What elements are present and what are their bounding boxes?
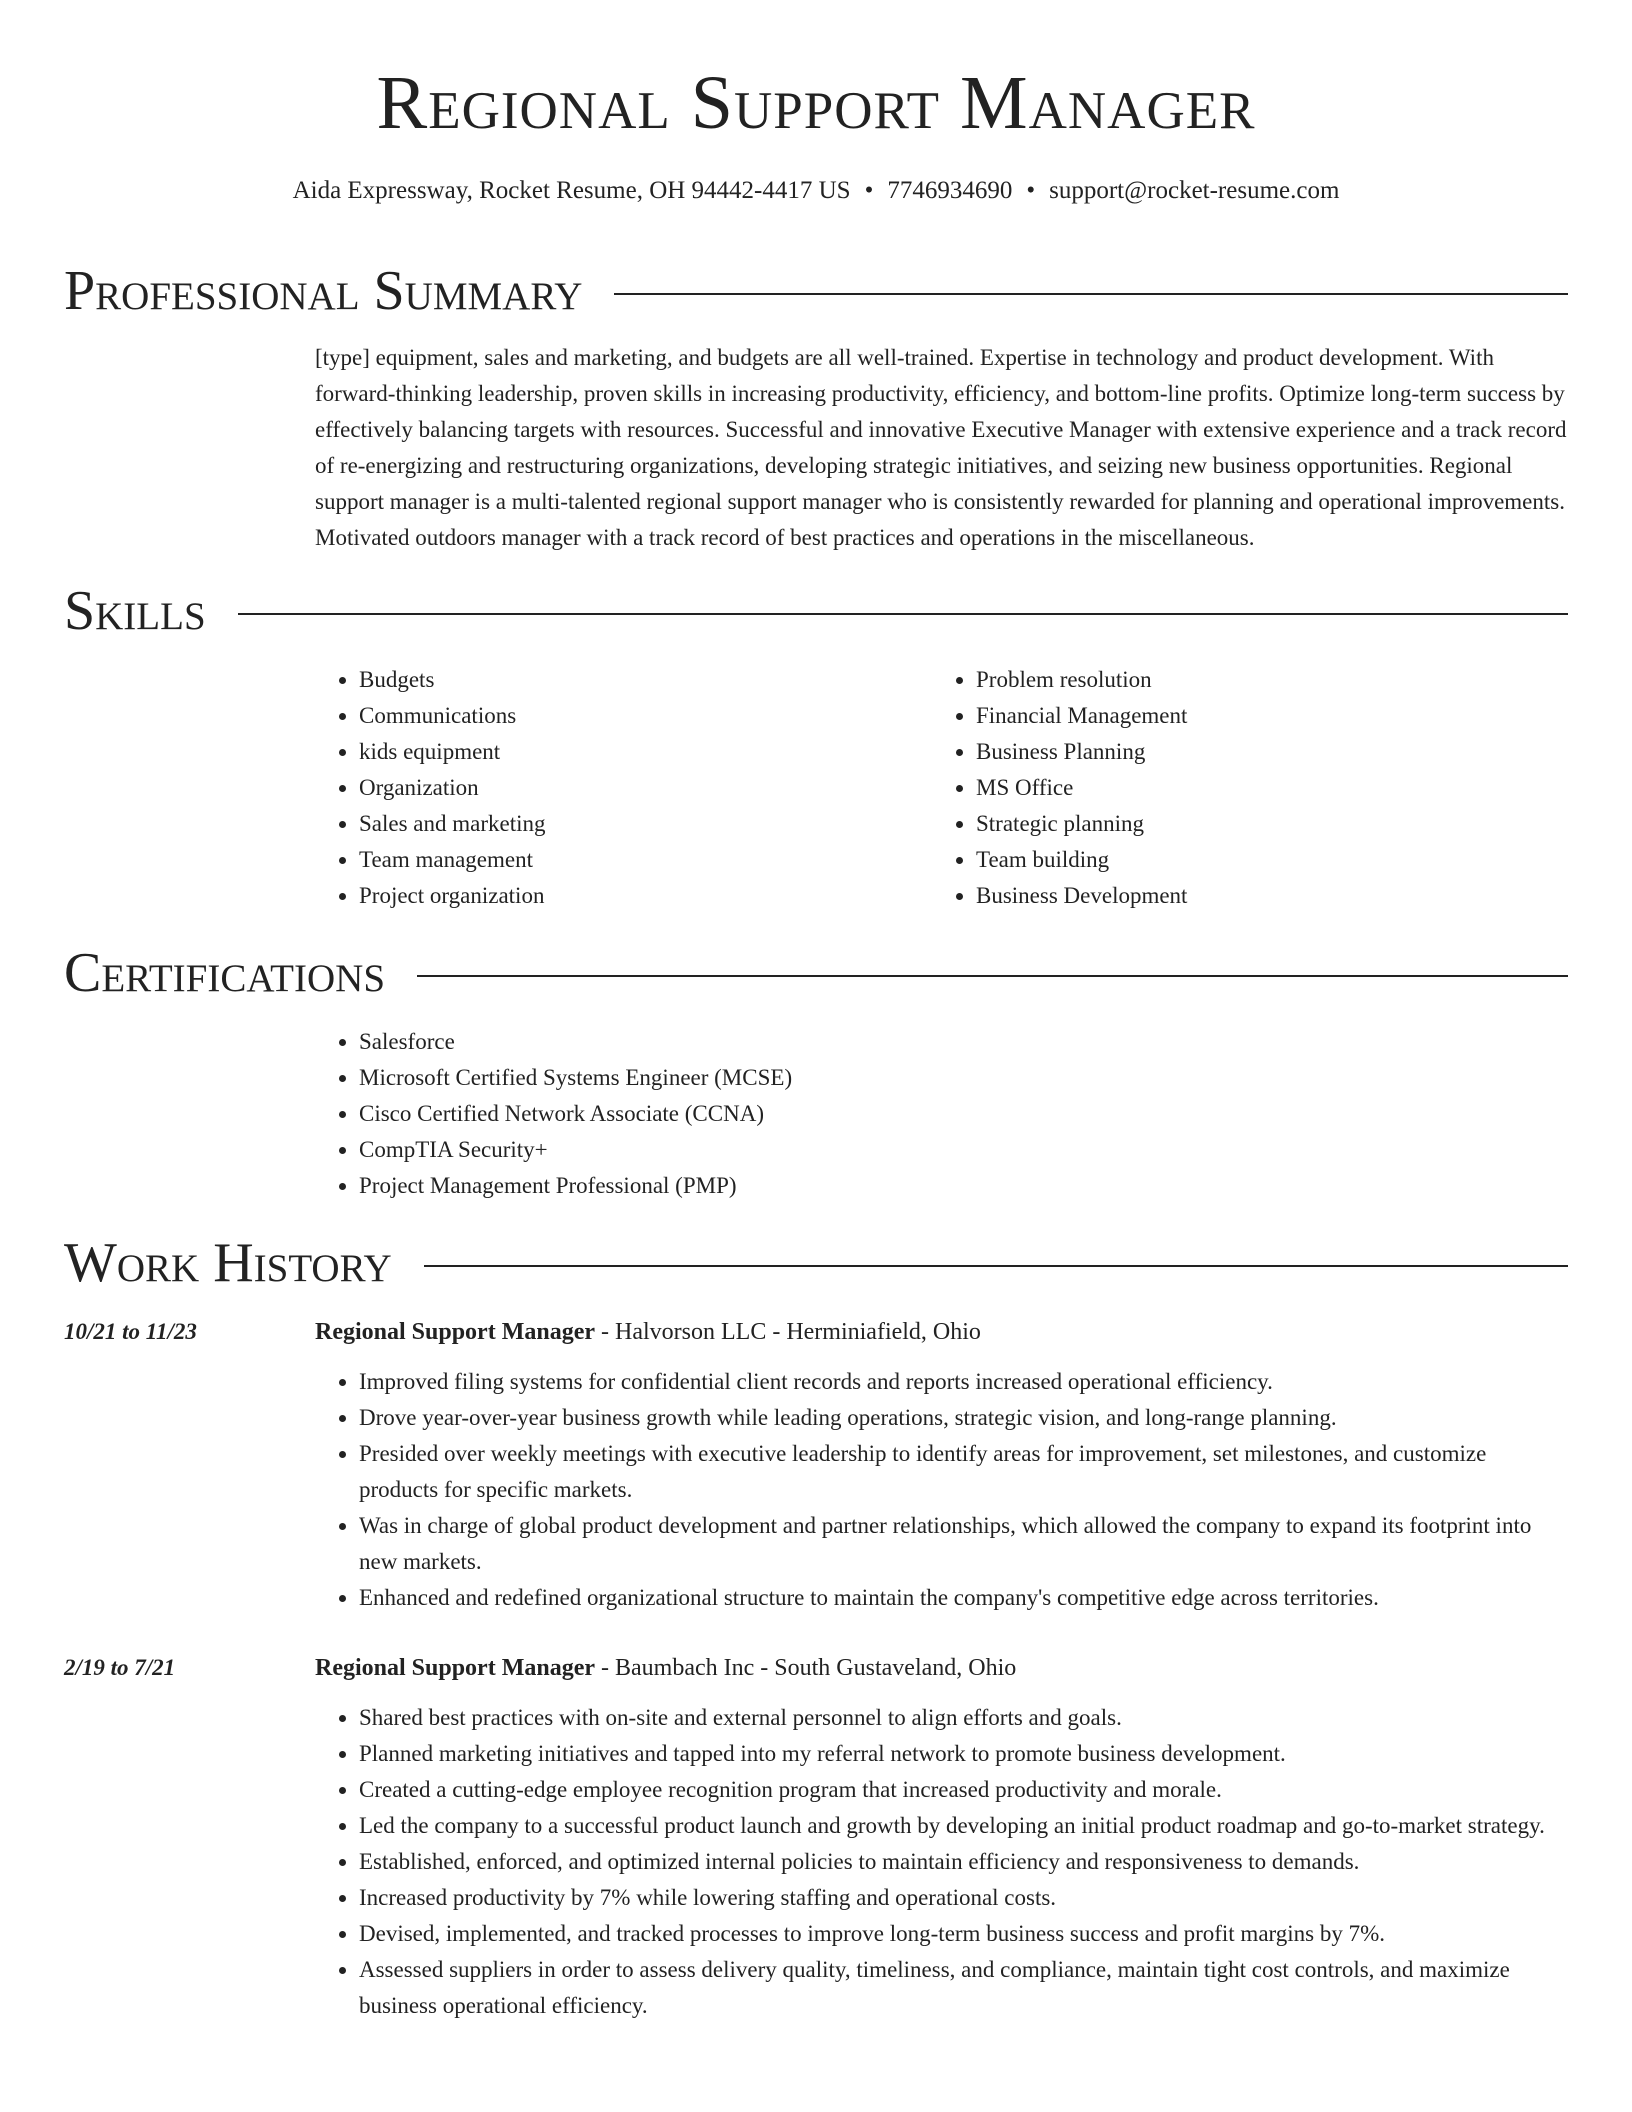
list-item: • Communications	[359, 698, 932, 734]
resume-name: Regional Support Manager	[376, 61, 1256, 145]
work-history-title: Work History	[64, 1232, 392, 1294]
skills-list-left	[315, 662, 932, 914]
skills-heading	[64, 576, 1568, 646]
list-item: • Budgets	[359, 662, 932, 698]
list-item: • MS Office	[976, 770, 1549, 806]
job-header	[64, 1314, 1568, 1350]
job-dates: 2/19 to 7/21	[64, 1655, 176, 1680]
list-item: • Enhanced and redefined organizational structure to maintain the company's competitive edge across territories.	[359, 1580, 1568, 1616]
job-bullets	[315, 1700, 1568, 2024]
list-item: • Team building	[976, 842, 1549, 878]
job-company: - Baumbach Inc - South Gustaveland, Ohio	[595, 1655, 1017, 1681]
list-item: • Led the company to a successful product launch and growth by developing an initial product roadmap and go-to-market strategy.	[359, 1808, 1568, 1844]
job-bullets	[315, 1364, 1568, 1616]
list-item: • Team management	[359, 842, 932, 878]
job-title: Regional Support Manager	[315, 1319, 596, 1345]
list-item: • Sales and marketing	[359, 806, 932, 842]
job-title-line	[315, 1314, 981, 1350]
list-item: • Business Development	[976, 878, 1549, 914]
section-divider	[614, 293, 1568, 295]
list-item: • Devised, implemented, and tracked processes to improve long-term business success and profit margins by 7%.	[359, 1916, 1568, 1952]
job-company: - Halvorson LLC - Herminiafield, Ohio	[595, 1319, 981, 1345]
list-item: • Salesforce	[359, 1024, 1568, 1060]
contact-separator: •	[1026, 177, 1036, 204]
certifications-list	[315, 1024, 1568, 1204]
skills-list-right	[932, 662, 1549, 914]
contact-phone: 7746934690	[887, 177, 1013, 204]
job-title-line	[315, 1650, 1016, 1686]
list-item: • Microsoft Certified Systems Engineer (MCSE)	[359, 1060, 1568, 1096]
list-item: • Established, enforced, and optimized internal policies to maintain efficiency and responsiveness to demands.	[359, 1844, 1568, 1880]
list-item: • Business Planning	[976, 734, 1549, 770]
list-item: • CompTIA Security+	[359, 1132, 1568, 1168]
summary-heading	[64, 256, 1568, 326]
skills-title: Skills	[64, 580, 206, 642]
list-item: • Project organization	[359, 878, 932, 914]
list-item: • kids equipment	[359, 734, 932, 770]
summary-section	[64, 256, 1568, 556]
job-entry	[64, 1314, 1568, 1616]
list-item: • Cisco Certified Network Associate (CCNA)	[359, 1096, 1568, 1132]
list-item: • Financial Management	[976, 698, 1549, 734]
job-title: Regional Support Manager	[315, 1655, 596, 1681]
list-item: • Was in charge of global product development and partner relationships, which allowed the company to expand its footprint into new markets.	[359, 1508, 1568, 1580]
contact-email: support@rocket-resume.com	[1049, 177, 1340, 204]
list-item: • Drove year-over-year business growth while leading operations, strategic vision, and long-range planning.	[359, 1400, 1568, 1436]
section-divider	[417, 975, 1568, 977]
certifications-title: Certifications	[64, 942, 386, 1004]
list-item: • Improved filing systems for confidential client records and reports increased operational efficiency.	[359, 1364, 1568, 1400]
list-item: • Created a cutting-edge employee recognition program that increased productivity and morale.	[359, 1772, 1568, 1808]
job-header	[64, 1650, 1568, 1686]
list-item: • Project Management Professional (PMP)	[359, 1168, 1568, 1204]
list-item: • Organization	[359, 770, 932, 806]
list-item: • Problem resolution	[976, 662, 1549, 698]
job-entry	[64, 1650, 1568, 2024]
list-item: • Assessed suppliers in order to assess delivery quality, timeliness, and compliance, maintain tight cost controls, and maximize business operational efficiency.	[359, 1952, 1568, 2024]
work-history-heading	[64, 1228, 1568, 1298]
skills-section	[64, 576, 1568, 914]
summary-text: [type] equipment, sales and marketing, and budgets are all well-trained. Expertise in technology and product development. With forward-thinking leadership, proven skills in increasing productivity, efficiency, and bottom-line profits. Optimize long-term success by effectively balancing targets with resources. Successful and innovative Executive Manager with extensive experience and a track record of re-energizing and restructuring organizations, developing strategic initiatives, and seizing new business opportunities. Regional support manager is a multi-talented regional support manager who is consistently rewarded for planning and operational improvements. Motivated outdoors manager with a track record of best practices and operations in the miscellaneous.	[315, 345, 1567, 550]
list-item: • Strategic planning	[976, 806, 1549, 842]
contact-address: Aida Expressway, Rocket Resume, OH 94442-4417 US	[292, 177, 851, 204]
section-divider	[424, 1265, 1568, 1267]
work-history-section	[64, 1228, 1568, 2024]
summary-title: Professional Summary	[64, 260, 583, 322]
list-item: • Increased productivity by 7% while lowering staffing and operational costs.	[359, 1880, 1568, 1916]
contact-separator: •	[864, 177, 874, 204]
resume-page	[64, 0, 1568, 2024]
certifications-heading	[64, 938, 1568, 1008]
section-divider	[238, 613, 1568, 615]
list-item: • Shared best practices with on-site and external personnel to align efforts and goals.	[359, 1700, 1568, 1736]
job-dates: 10/21 to 11/23	[64, 1319, 197, 1344]
contact-line	[64, 176, 1568, 206]
list-item: • Planned marketing initiatives and tapped into my referral network to promote business development.	[359, 1736, 1568, 1772]
certifications-section	[64, 938, 1568, 1204]
list-item: • Presided over weekly meetings with executive leadership to identify areas for improvement, set milestones, and customize products for specific markets.	[359, 1436, 1568, 1508]
